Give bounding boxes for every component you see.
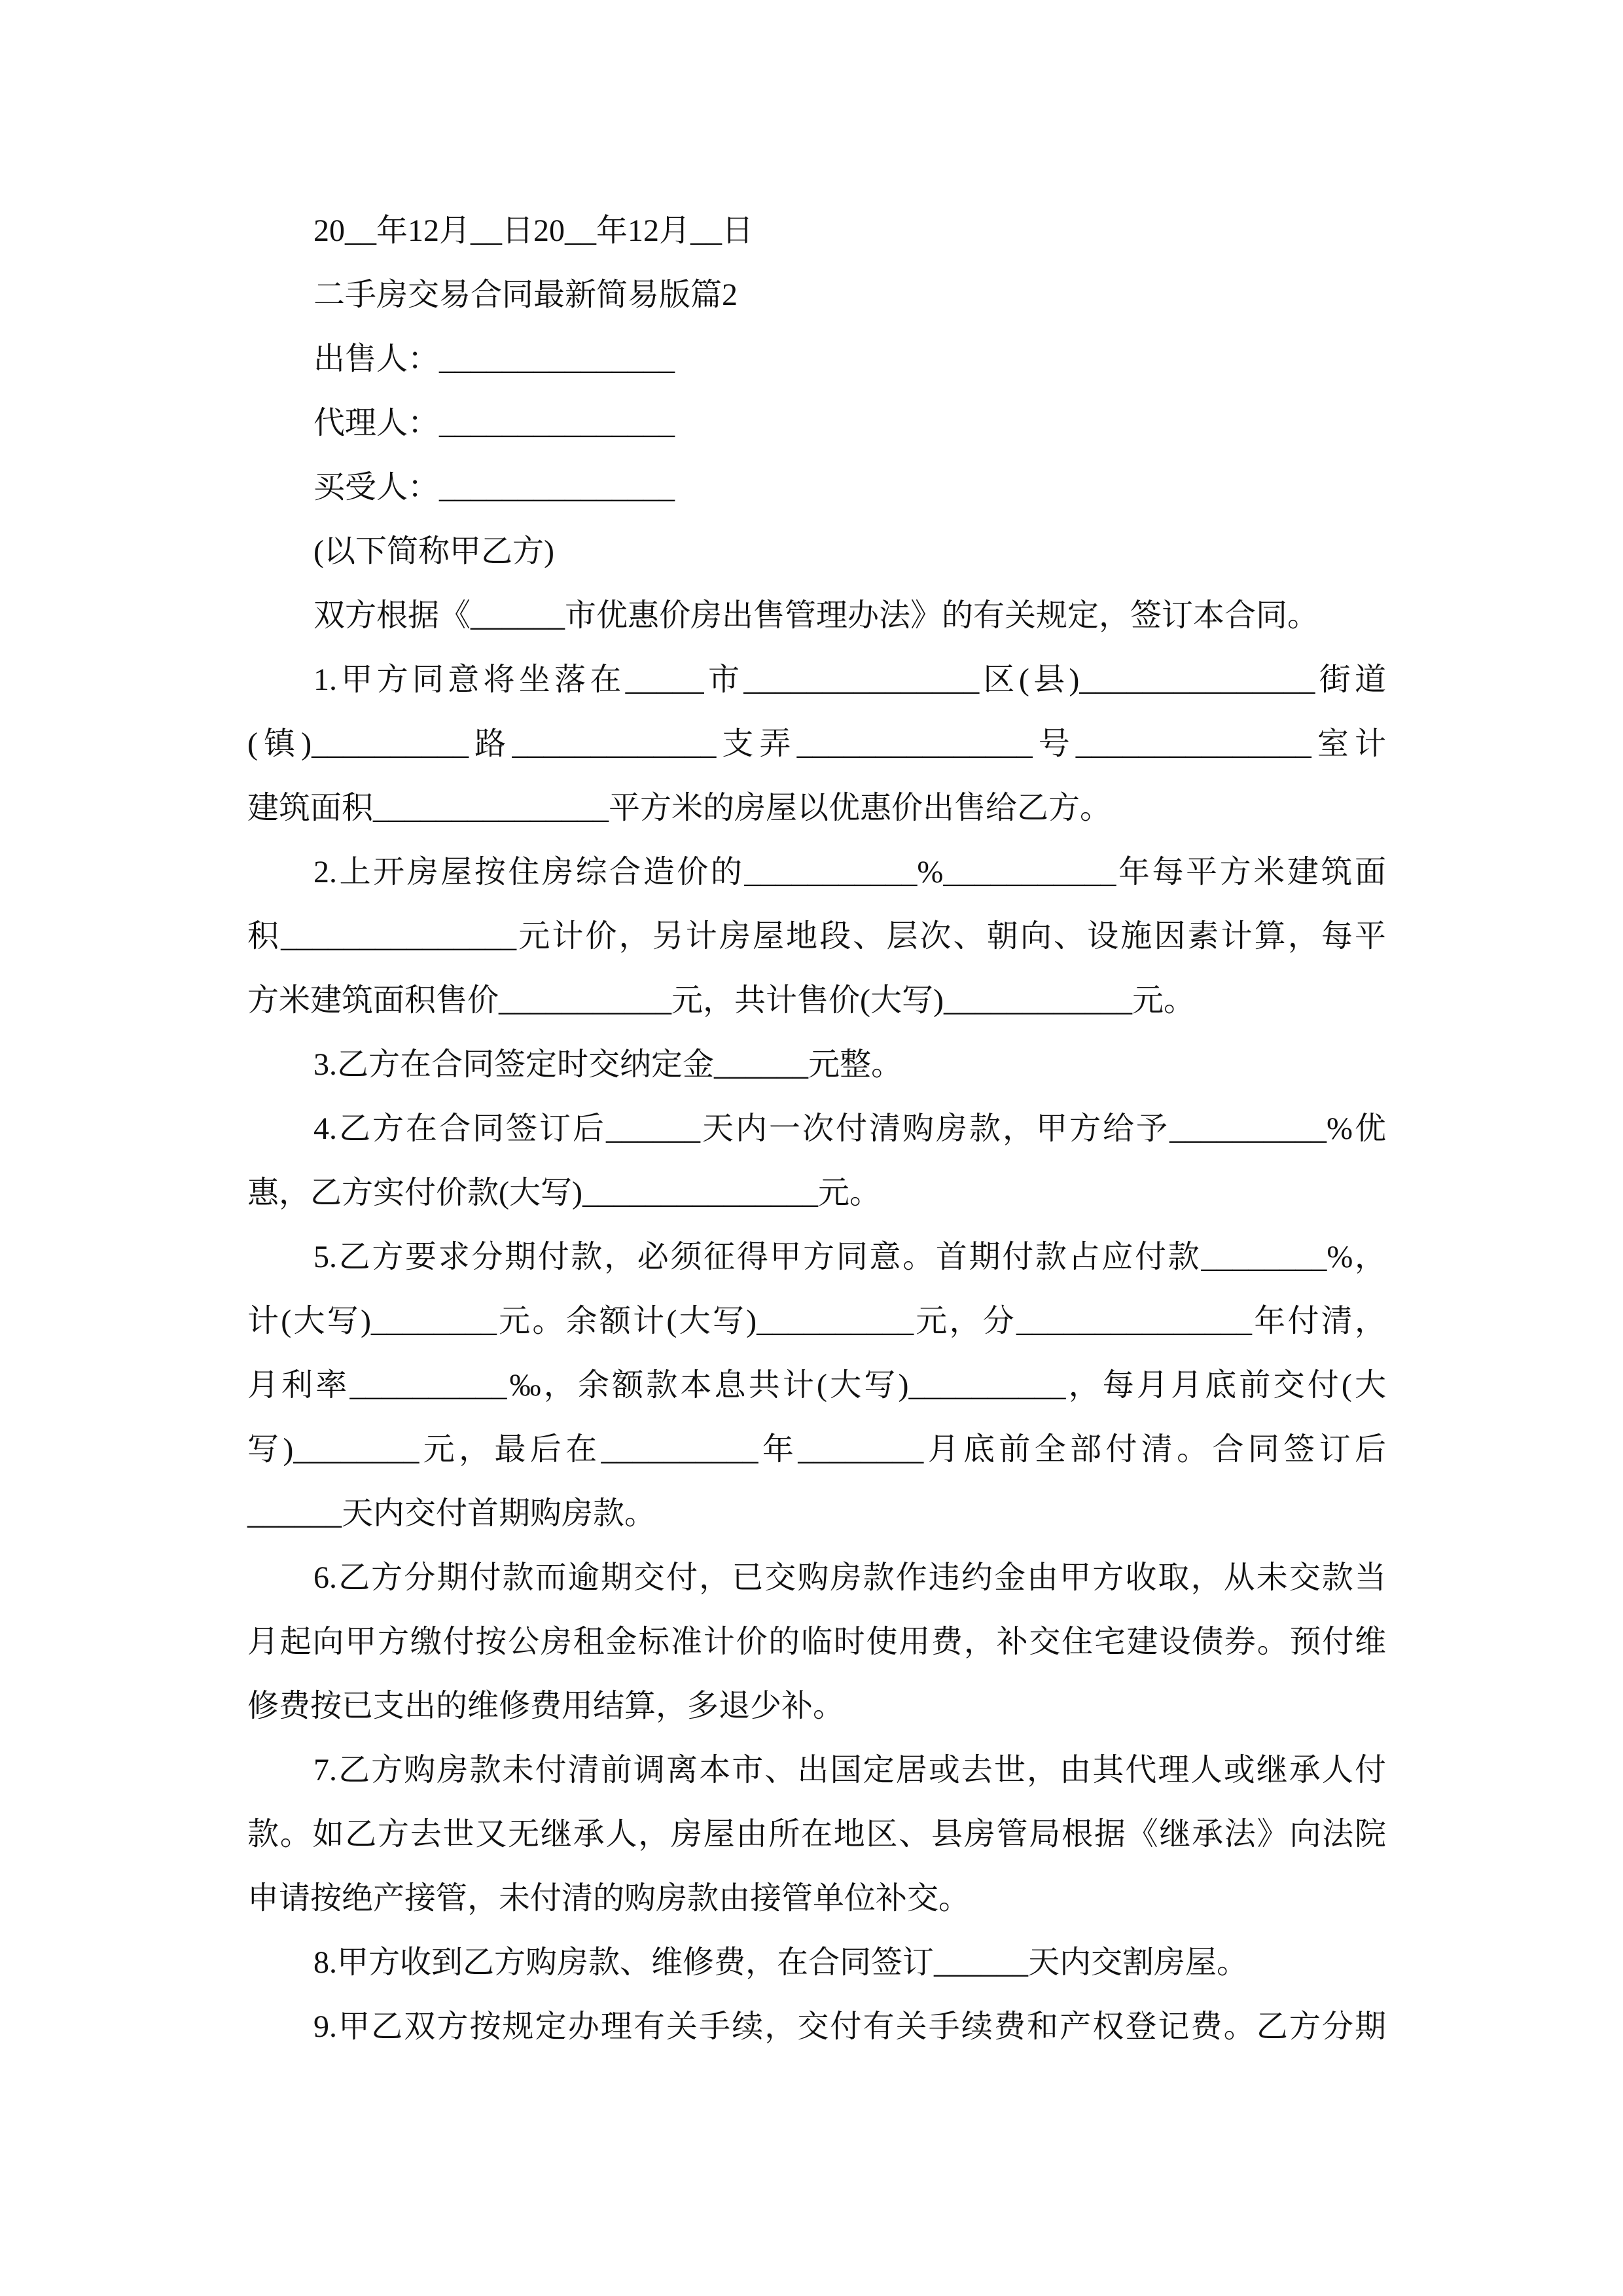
- contract-text-line: 款。如乙方去世又无继承人，房屋由所在地区、县房管局根据《继承法》向法院: [247, 1817, 1386, 1852]
- contract-page: [247, 199, 1386, 2059]
- section-title: 二手房交易合同最新简易版篇2: [313, 278, 738, 312]
- contract-text-line: 1.甲方同意将坐落在_____市_______________区(县)_______________街道: [313, 662, 1386, 697]
- contract-text-line: 3.乙方在合同签定时交纳定金______元整。: [313, 1047, 903, 1082]
- contract-text-line: 买受人：_______________: [313, 470, 675, 505]
- contract-text-line: 月起向甲方缴付按公房租金标准计价的临时使用费，补交住宅建设债券。预付维: [247, 1624, 1386, 1659]
- contract-text-line: 9.甲乙双方按规定办理有关手续，交付有关手续费和产权登记费。乙方分期: [313, 2009, 1386, 2044]
- contract-text-line: 月利率__________‰，余额款本息共计(大写)__________，每月月底前交付(大: [247, 1368, 1386, 1403]
- contract-text-line: 修费按已支出的维修费用结算，多退少补。: [247, 1689, 845, 1723]
- contract-text-line: 双方根据《______市优惠价房出售管理办法》的有关规定，签订本合同。: [313, 598, 1319, 633]
- contract-text-line: 7.乙方购房款未付清前调离本市、出国定居或去世，由其代理人或继承人付: [313, 1753, 1386, 1787]
- contract-text-line: 计(大写)________元。余额计(大写)__________元，分_______________年付清，: [247, 1304, 1386, 1338]
- contract-text-line: 方米建筑面积售价___________元，共计售价(大写)____________元。: [247, 983, 1195, 1018]
- contract-text-line: 出售人：_______________: [313, 342, 675, 376]
- contract-text-line: 代理人：_______________: [313, 406, 675, 440]
- contract-text-line: 写)________元，最后在__________年________月底前全部付清。合同签订后: [247, 1432, 1386, 1467]
- contract-text-line: ______天内交付首期购房款。: [247, 1496, 656, 1531]
- contract-text-line: 20__年12月__日20__年12月__日: [313, 213, 754, 248]
- contract-text-line: (以下简称甲乙方): [313, 534, 554, 569]
- contract-text-line: 8.甲方收到乙方购房款、维修费，在合同签订______天内交割房屋。: [313, 1945, 1249, 1980]
- contract-text-line: 积_______________元计价，另计房屋地段、层次、朝向、设施因素计算，每平: [247, 919, 1386, 954]
- contract-text-line: 6.乙方分期付款而逾期交付，已交购房款作违约金由甲方收取，从未交款当: [313, 1560, 1386, 1595]
- contract-text-line: (镇)__________路_____________支弄_______________号_______________室计: [247, 726, 1386, 761]
- contract-text-line: 2.上开房屋按住房综合造价的___________%___________年每平方米建筑面: [313, 855, 1386, 889]
- contract-text-line: 申请按绝产接管，未付清的购房款由接管单位补交。: [247, 1881, 971, 1916]
- contract-text-line: 5.乙方要求分期付款，必须征得甲方同意。首期付款占应付款________%，: [313, 1240, 1386, 1274]
- contract-text-line: 建筑面积_______________平方米的房屋以优惠价出售给乙方。: [247, 791, 1112, 825]
- contract-text-line: 惠，乙方实付价款(大写)_______________元。: [247, 1175, 881, 1210]
- contract-text-line: 4.乙方在合同签订后______天内一次付清购房款，甲方给予__________%优: [313, 1111, 1386, 1146]
